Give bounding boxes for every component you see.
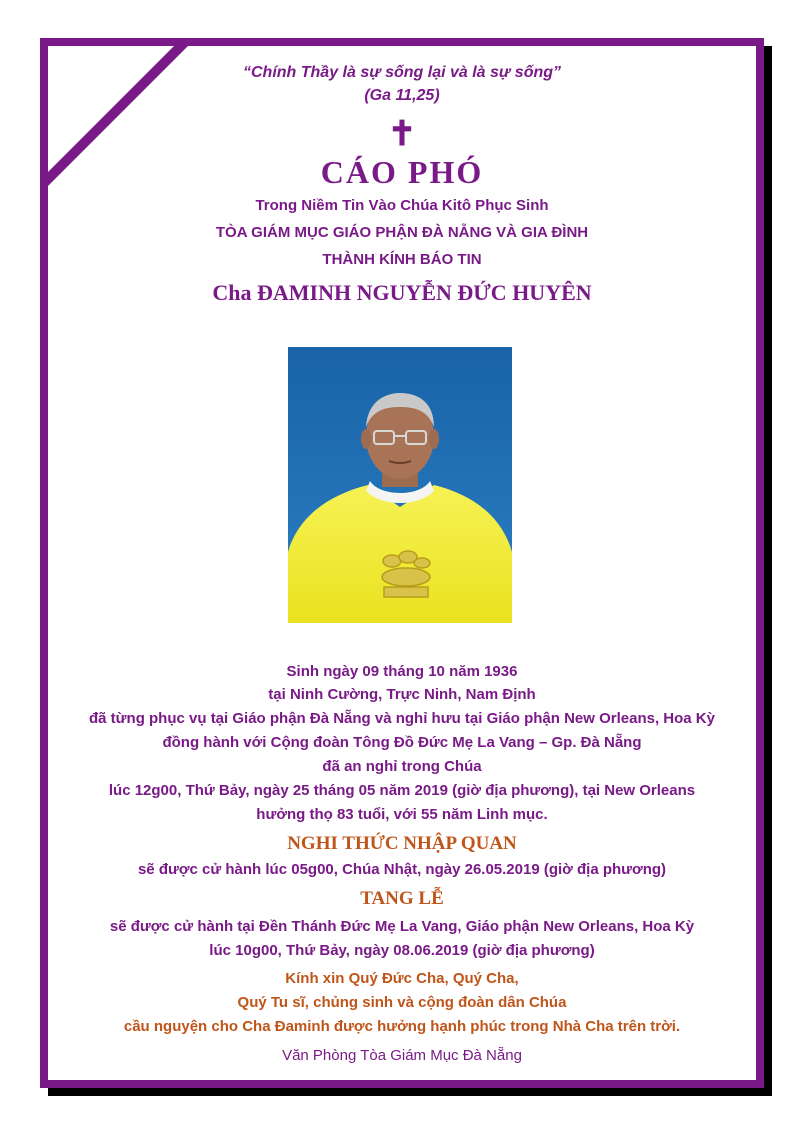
scripture-citation: (Ga 11,25)	[364, 87, 440, 104]
funeral-detail-2: lúc 10g00, Thứ Bảy, ngày 08.06.2019 (giờ địa phương)	[209, 942, 595, 959]
faith-line: Trong Niềm Tin Vào Chúa Kitô Phục Sinh	[255, 197, 549, 214]
funeral-heading: TANG LỄ	[360, 888, 444, 909]
prayer-line-3: cầu nguyện cho Cha Đaminh được hưởng hạnh phúc trong Nhà Cha trên trời.	[123, 1018, 681, 1035]
bio-line-5: đã an nghỉ trong Chúa	[322, 758, 482, 775]
deceased-name: Cha ĐAMINH NGUYỄN ĐỨC HUYÊN	[212, 280, 592, 305]
priest-portrait	[288, 347, 512, 623]
scripture-quote: “Chính Thầy là sự sống lại và là sự sống”	[242, 64, 562, 81]
obituary-frame	[40, 38, 764, 1088]
bio-line-1: Sinh ngày 09 tháng 10 năm 1936	[286, 663, 518, 680]
bio-line-4: đồng hành với Cộng đoàn Tông Đồ Đức Mẹ La Vang – Gp. Đà Nẵng	[162, 734, 642, 751]
encoffinment-detail: sẽ được cử hành lúc 05g00, Chúa Nhật, ngày 26.05.2019 (giờ địa phương)	[137, 861, 667, 878]
page-title: CÁO PHÓ	[320, 154, 484, 190]
funeral-detail-1: sẽ được cử hành tại Đền Thánh Đức Mẹ La Vang, Giáo phận New Orleans, Hoa Kỳ	[109, 918, 695, 935]
bio-line-7: hưởng thọ 83 tuổi, với 55 năm Linh mục.	[256, 806, 548, 823]
bio-line-6: lúc 12g00, Thứ Bảy, ngày 25 tháng 05 năm 2019 (giờ địa phương), tại New Orleans	[108, 782, 696, 799]
bio-line-3: đã từng phục vụ tại Giáo phận Đà Nẵng và nghỉ hưu tại Giáo phận New Orleans, Hoa Kỳ	[89, 710, 715, 727]
prayer-line-2: Quý Tu sĩ, chủng sinh và cộng đoàn dân Chúa	[237, 994, 567, 1011]
prayer-line-1: Kính xin Quý Đức Cha, Quý Cha,	[285, 970, 519, 987]
obituary-content	[48, 46, 756, 1080]
signature: Văn Phòng Tòa Giám Mục Đà Nẵng	[282, 1047, 522, 1064]
bio-line-2: tại Ninh Cường, Trực Ninh, Nam Định	[268, 686, 536, 703]
cross-icon: ✝	[387, 114, 417, 154]
encoffinment-heading: NGHI THỨC NHẬP QUAN	[287, 833, 517, 854]
announcement-line: THÀNH KÍNH BÁO TIN	[322, 251, 482, 268]
announcer-line: TÒA GIÁM MỤC GIÁO PHẬN ĐÀ NẴNG VÀ GIA ĐÌNH	[215, 224, 589, 241]
